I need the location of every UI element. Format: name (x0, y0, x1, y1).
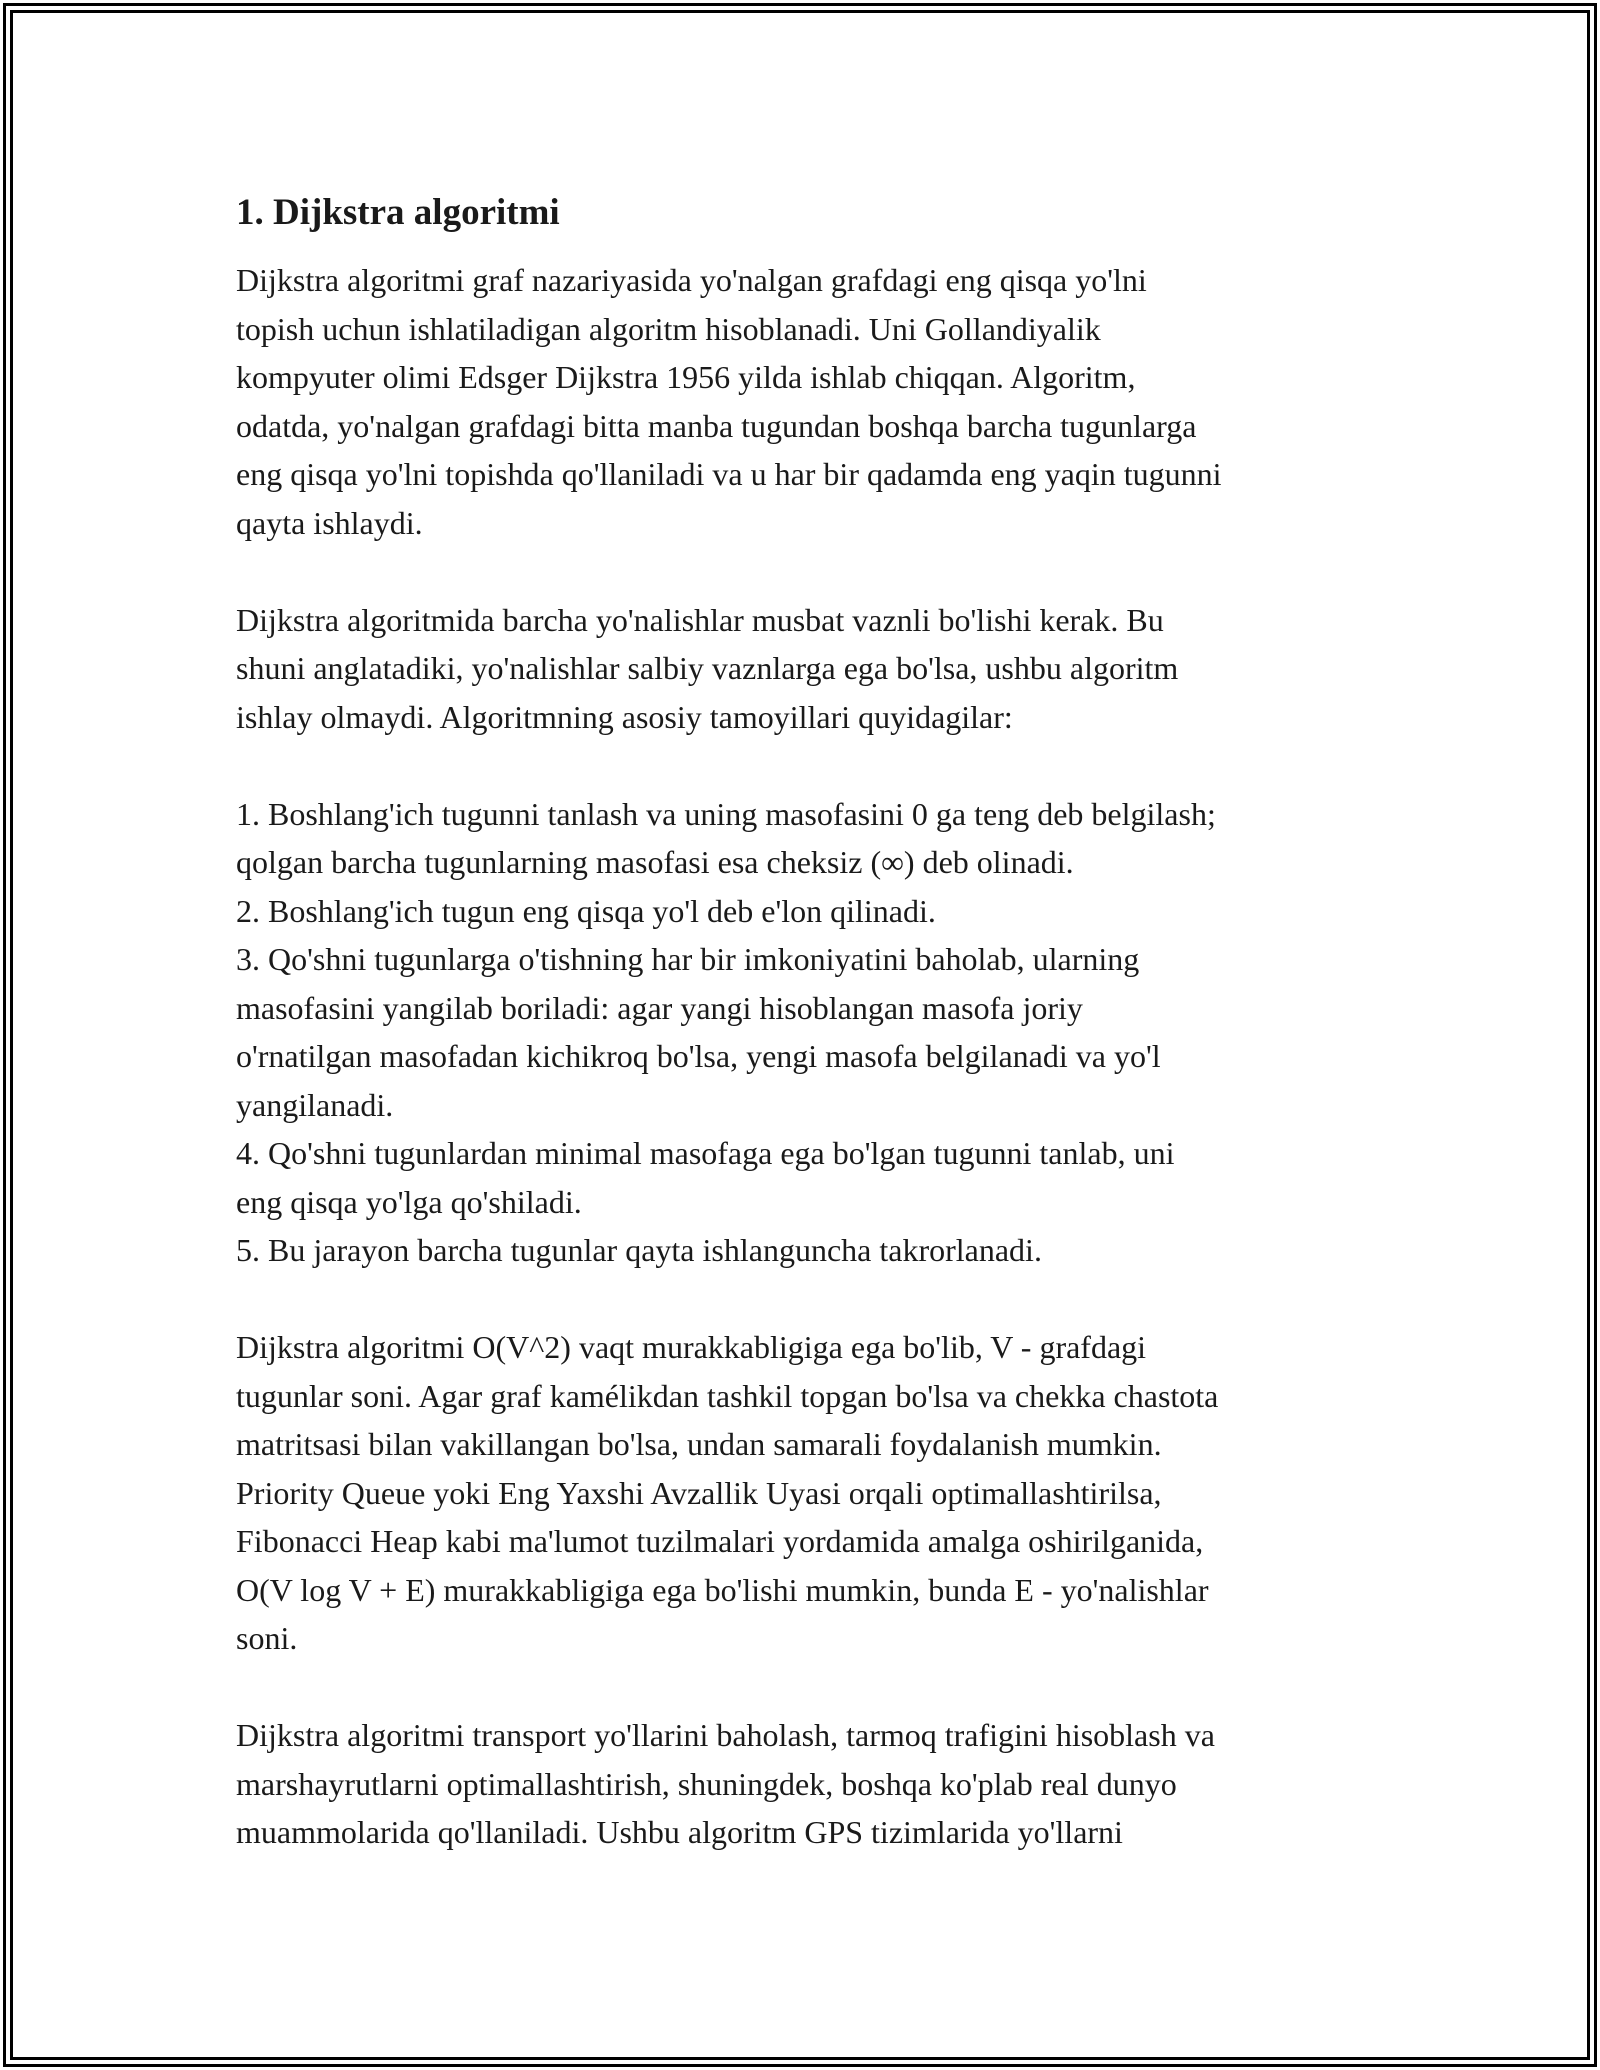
paragraph-line: 3. Qo'shni tugunlarga o'tishning har bir imkoniyatini baholab, ularning (236, 941, 1140, 977)
paragraph-line: Dijkstra algoritmida barcha yo'nalishlar musbat vaznli bo'lishi kerak. Bu (236, 601, 1164, 638)
paragraph-1 (236, 256, 1386, 547)
paragraph-line: Priority Queue yoki Eng Yaxshi Avzallik Uyasi orqali optimallashtirilsa, (236, 1474, 1162, 1511)
paragraph-line: Dijkstra algoritmi transport yo'llarini baholash, tarmoq trafigini hisoblash va (236, 1717, 1215, 1753)
paragraph-line: odatda, yo'nalgan grafdagi bitta manba tugundan boshqa barcha tugunlarga (236, 407, 1197, 444)
paragraph-line: Dijkstra algoritmi O(V^2) vaqt murakkabligiga ega bo'lib, V - grafdagi (236, 1329, 1147, 1365)
paragraph-4 (236, 1323, 1386, 1663)
paragraph-2 (236, 596, 1386, 742)
paragraph-line: matritsasi bilan vakillangan bo'lsa, undan samarali foydalanish mumkin. (236, 1426, 1162, 1462)
paragraph-line: qolgan barcha tugunlarning masofasi esa cheksiz (∞) deb olinadi. (236, 844, 1074, 880)
paragraph-line: Dijkstra algoritmi graf nazariyasida yo'nalgan grafdagi eng qisqa yo'lni (236, 262, 1147, 298)
paragraph-container (236, 256, 1386, 1857)
section-title: 1. Dijkstra algoritmi (236, 192, 560, 233)
paragraph-line: shuni anglatadiki, yo'nalishlar salbiy vaznlarga ega bo'lsa, ushbu algoritm (236, 650, 1179, 686)
paragraph-line: 5. Bu jarayon barcha tugunlar qayta ishlanguncha takrorlanadi. (236, 1232, 1042, 1268)
paragraph-line: 1. Boshlang'ich tugunni tanlash va uning masofasini 0 ga teng deb belgilash; (236, 795, 1216, 832)
paragraph-line: soni. (236, 1620, 298, 1656)
paragraph-3 (236, 790, 1386, 1275)
paragraph-line: eng qisqa yo'lga qo'shiladi. (236, 1183, 582, 1220)
paragraph-line: kompyuter olimi Edsger Dijkstra 1956 yilda ishlab chiqqan. Algoritm, (236, 359, 1136, 395)
paragraph-5 (236, 1711, 1386, 1857)
paragraph-line: 2. Boshlang'ich tugun eng qisqa yo'l deb e'lon qilinadi. (236, 892, 936, 929)
paragraph-line: masofasini yangilab boriladi: agar yangi hisoblangan masofa joriy (236, 989, 1083, 1026)
paragraph-line: 4. Qo'shni tugunlardan minimal masofaga ega bo'lgan tugunni tanlab, uni (236, 1135, 1175, 1171)
document-body (236, 188, 1386, 1857)
paragraph-line: Fibonacci Heap kabi ma'lumot tuzilmalari yordamida amalga oshirilganida, (236, 1523, 1204, 1559)
paragraph-line: ishlay olmaydi. Algoritmning asosiy tamoyillari quyidagilar: (236, 698, 1013, 735)
paragraph-line: muammolarida qo'llaniladi. Ushbu algoritm GPS tizimlarida yo'llarni (236, 1814, 1123, 1850)
paragraph-line: qayta ishlaydi. (236, 504, 423, 541)
paragraph-line: O(V log V + E) murakkabligiga ega bo'lishi mumkin, bunda E - yo'nalishlar (236, 1571, 1209, 1608)
paragraph-line: eng qisqa yo'lni topishda qo'llaniladi va u har bir qadamda eng yaqin tugunni (236, 456, 1222, 492)
paragraph-line: o'rnatilgan masofadan kichikroq bo'lsa, yengi masofa belgilanadi va yo'l (236, 1038, 1161, 1074)
paragraph-line: tugunlar soni. Agar graf kamélikdan tashkil topgan bo'lsa va chekka chastota (236, 1377, 1219, 1414)
paragraph-line: marshayrutlarni optimallashtirish, shuningdek, boshqa ko'plab real dunyo (236, 1765, 1177, 1802)
paragraph-line: yangilanadi. (236, 1086, 394, 1123)
paragraph-line: topish uchun ishlatiladigan algoritm hisoblanadi. Uni Gollandiyalik (236, 310, 1101, 347)
